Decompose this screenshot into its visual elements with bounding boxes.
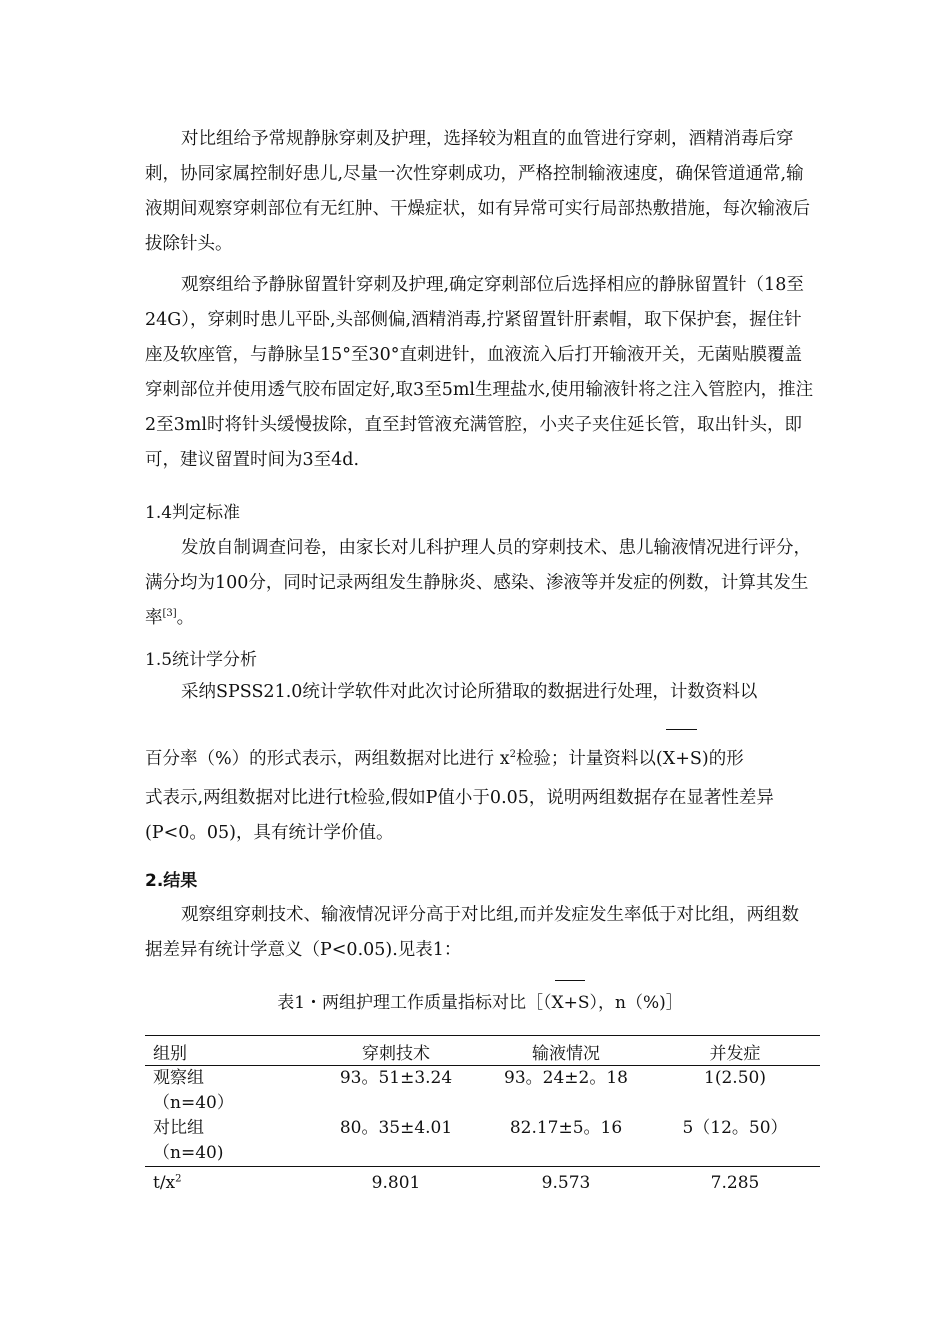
mean-sd-notation: X+S (663, 742, 702, 777)
criteria-reference: [3] (162, 608, 177, 620)
group-n: （n=40） (153, 1093, 234, 1113)
infusion-cell: 93。24±2。18 (504, 1068, 628, 1088)
stats-line-2-c: )的形 (701, 749, 744, 769)
criteria-paragraph (145, 531, 815, 636)
table-row (145, 1066, 820, 1117)
table-header-row (145, 1036, 820, 1066)
stat-infusion: 9.573 (541, 1173, 591, 1193)
results-heading: 2.结果 (145, 871, 198, 891)
caption-a: 表1・两组护理工作质量指标对比［（ (277, 993, 552, 1013)
table-row (145, 1116, 820, 1167)
chi-square-sup: 2 (509, 749, 516, 761)
puncture-cell: 93。51±3.24 (339, 1068, 453, 1088)
comparison-table (145, 1035, 820, 1196)
table-caption (145, 988, 815, 1013)
group-name: 观察组 (153, 1068, 204, 1088)
criteria-end: 。 (176, 608, 195, 628)
observation-group-paragraph: 观察组给予静脉留置针穿刺及护理,确定穿刺部位后选择相应的静脉留置针（18至24G），穿刺时患儿平卧,头部侧偏,酒精消毒,拧紧留置针肝素帽，取下保护套，握住针座及软座管，与静脉呈15°至30°直刺进针，血液流入后打开输液开关，无菌贴膜覆盖穿刺部位并使用透气胶布固定好,取3至5ml生理盐水,使用输液针将之注入管腔内，推注2至3ml时将针头缓慢拔除，直至封管液充满管腔，小夹子夹住延长管，取出针头，即可，建议留置时间为3至4d. (145, 275, 814, 470)
criteria-text: 发放自制调查问卷，由家长对儿科护理人员的穿刺技术、患儿输液情况进行评分，满分均为100分，同时记录两组发生静脉炎、感染、渗液等并发症的例数，计算其发生率 (145, 538, 811, 628)
criteria-heading: 1.4判定标准 (145, 503, 241, 523)
control-group-paragraph: 对比组给予常规静脉穿刺及护理，选择较为粗直的血管进行穿刺，酒精消毒后穿刺，协同家属控制好患儿,尽量一次性穿刺成功，严格控制输液速度，确保管道通常,输液期间观察穿刺部位有无红肿、干燥症状，如有异常可实行局部热敷措施，每次输液后拔除针头。 (145, 129, 810, 254)
header-complication: 并发症 (709, 1044, 761, 1064)
stats-line-2-b: 检验；计量资料以( (515, 749, 663, 769)
stat-puncture: 9.801 (371, 1173, 421, 1193)
group-n: （n=40) (153, 1143, 224, 1163)
header-group: 组别 (153, 1044, 187, 1064)
stats-line-2 (145, 742, 815, 777)
stat-row (145, 1167, 820, 1197)
stats-line-2-a: 百分率（%）的形式表示，两组数据对比进行 x (145, 749, 510, 769)
stat-label-cell (145, 1167, 310, 1197)
stats-line-1: 采纳SPSS21.0统计学软件对此次讨论所猎取的数据进行处理，计数资料以 (181, 682, 758, 702)
results-paragraph: 观察组穿刺技术、输液情况评分高于对比组,而并发症发生率低于对比组，两组数据差异有统计学意义（P<0.05).见表1： (145, 905, 800, 960)
caption-mean-sd: X+S (551, 993, 590, 1013)
complication-cell: 5（12。50） (682, 1118, 788, 1138)
stats-heading: 1.5统计学分析 (145, 650, 258, 670)
stat-label-sup: 2 (175, 1173, 182, 1185)
stats-rest-paragraph: 式表示,两组数据对比进行t检验,假如P值小于0.05，说明两组数据存在显著性差异(P<0。05)，具有统计学价值。 (145, 788, 774, 843)
complication-cell: 1(2.50) (704, 1068, 766, 1088)
group-name: 对比组 (153, 1118, 204, 1138)
header-infusion: 输液情况 (532, 1044, 600, 1064)
infusion-cell: 82.17±5。16 (509, 1118, 623, 1138)
group-cell (145, 1066, 310, 1117)
header-puncture: 穿刺技术 (362, 1044, 430, 1064)
stat-label: t/x (153, 1173, 176, 1193)
puncture-cell: 80。35±4.01 (339, 1118, 453, 1138)
group-cell (145, 1116, 310, 1167)
caption-b: ），n（%)］ (589, 993, 683, 1013)
stat-complication: 7.285 (710, 1173, 760, 1193)
